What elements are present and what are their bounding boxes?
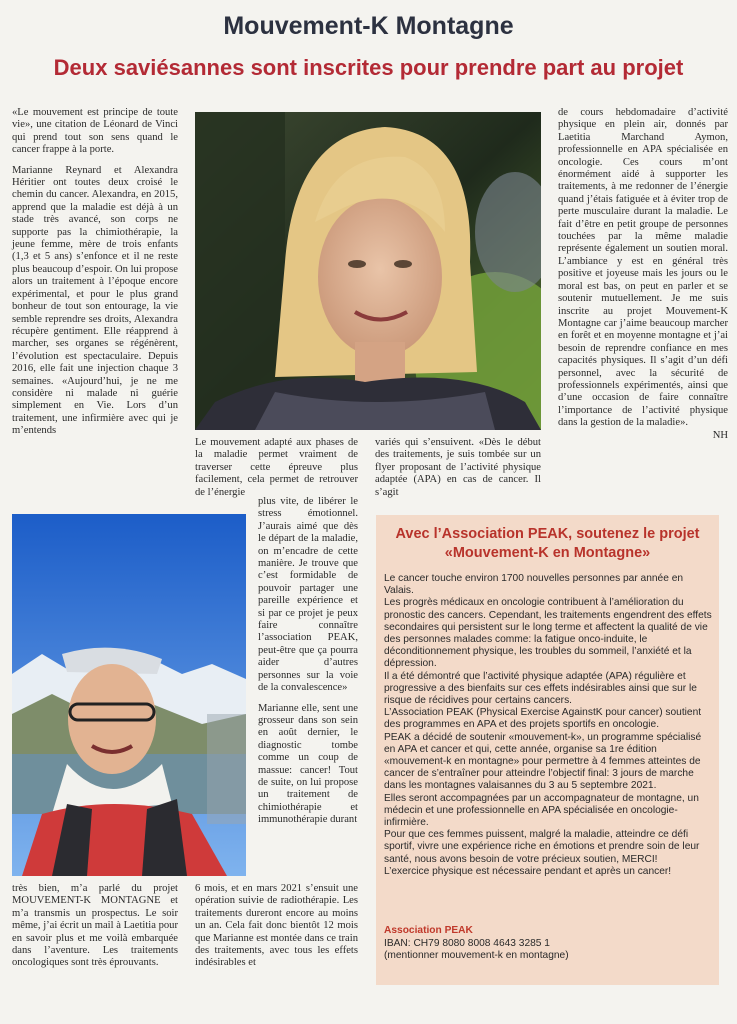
- article-intro: «Le mouvement est principe de toute vie», une citation de Léonard de Vinci qui prend tout son sens quand le cancer frappe à la porte.: [12, 107, 178, 156]
- article-paragraph: plus vite, de libérer le stress émotionnel. J’aurais aimé que dès le départ de la maladie, on m’encadre de cette manière. Je trouve que c’est formidable de pouvoir partager une pareille expérience et si par ce projet je peux faire connaître l’association PEAK, peut-être que ça pourra aider d’autres personnes sur la voie de la convalescence»: [258, 496, 358, 694]
- article-subheadline: Deux saviésannes sont inscrites pour prendre part au projet: [53, 55, 684, 80]
- box-paragraph: Pour que ces femmes puissent, malgré la maladie, atteindre ce défi sportif, vivre une expérience riche en émotions et prendre soin de leur santé, nous avons besoin de votre précieux soutien, MERCI!: [384, 829, 700, 865]
- portrait-photo-marianne: [195, 112, 541, 430]
- article-paragraph: Marianne Reynard et Alexandra Héritier ont toutes deux croisé le chemin du cancer. Alexandra, en 2015, apprend que la maladie est déjà à un stade très avancé, son corps ne supporte pas la chimiothérapie, la jeune femme, mère de trois enfants (1,3 et 5 ans) s’enfonce et il ne reste plus beaucoup d’espoir. On lui propose alors un traitement à l’époque encore expérimental, et pour le plus grand bonheur de tout son entourage, la vie semble reprendre ses droits, Alexandra récupère gentiment. Elle réapprend à marcher, ses organes se régénèrent, l’évolution est spectaculaire. Depuis 2016, elle fait une injection chaque 3 semaines. «Aujourd’hui, je ne me considère ni malade ni guérie simplement en Vie. Lors d’un traitement, une infirmière avec qui je m’entends: [12, 164, 178, 437]
- article-paragraph: variés qui s’ensuivent. «Dès le début des traitements, je suis tombée sur un flyer proposant de l’activité physique adaptée (APA) en cas de cancer. Il s’agit: [375, 437, 541, 498]
- column-middle: [258, 496, 358, 827]
- column-2b: [375, 437, 541, 499]
- article-paragraph: de cours hebdomadaire d’activité physique en plein air, donnés par Laetitia Marchand Aymon, professionnelle en APA spécialisée en oncologie. Ces cours m’ont énormément aidé à supporter les traitements, à me redonner de l’énergie quand j’étais fatiguée et à éviter trop de perte musculaire durant la maladie. Le fait d’être en petit groupe de personnes touchées par la même maladie représente également un soutien moral. L’ambiance y est en général très positive et joyeuse mais les jours ou le moral est bas, on peut en parler et se soutenir mutuellement. Je me suis inscrite au projet Mouvement-K Montagne car j’aime beaucoup marcher en forêt et en moyenne montagne et j’ai besoin de reprendre confiance en mes capacités physiques. Il s’agit d’un défi personnel, avec la sécurité de professionnels expérimentés, ainsi que d’une occasion de faire connaître l’importance de l’activité physique dans la gestion de la maladie».: [558, 107, 728, 429]
- column-2a: [195, 437, 358, 499]
- portrait-photo-alexandra: [12, 514, 246, 876]
- column-1-top: [12, 107, 178, 438]
- box-paragraph: Il a été démontré que l’activité physique adaptée (APA) régulière et progressive a des bienfaits sur ces effets indésirables ainsi que sur le risque de récidives pour certains cancers.: [384, 670, 697, 707]
- box-paragraph: Les progrès médicaux en oncologie contribuent à l’amélioration du pronostic des cancers. Cependant, les traitements engendrent des effets secondaires qui persistent sur le long terme et affectent la qualité de vie des personnes malades comme: la fatigue onco-induite, le déconditionnement physique, les troubles du sommeil, l’anxiété et la dépression.: [384, 597, 712, 670]
- payment-reference: (mentionner mouvement-k en montagne): [384, 950, 569, 962]
- article-paragraph: Marianne elle, sent une grosseur dans son sein en août dernier, le diagnostic tombe comme un coup de massue: cancer! Tout de suite, on lui propose un traitement de chimiothérapie et immunothérapie durant: [258, 702, 358, 826]
- box-title-line-1: Avec l’Association PEAK, soutenez le projet: [395, 526, 700, 542]
- column-1-bottom: [12, 883, 178, 970]
- article-paragraph: très bien, m’a parlé du projet MOUVEMENT-K MONTAGNE et m’a transmis un prospectus. Le soir même, j’ai écrit un mail à Laetitia pour en savoir plus et me voilà embarquée dans l’aventure. Les traitements oncologiques sont très éprouvants.: [12, 883, 178, 969]
- article-paragraph: Le mouvement adapté aux phases de la maladie permet vraiment de traverser cette épreuve plus facilement, cela permet de retrouver de l’énergie: [195, 437, 358, 498]
- association-name: Association PEAK: [384, 925, 473, 936]
- box-paragraph: L’Association PEAK (Physical Exercise AgainstK pour cancer) soutient des programmes en APA et des projets sportifs en oncologie.: [384, 707, 702, 731]
- box-paragraph: Elles seront accompagnées par un accompagnateur de montagne, un médecin et une professionnelle en APA spécialisée en oncologie-infirmière.: [384, 792, 699, 829]
- article-headline: Mouvement-K Montagne: [223, 12, 514, 40]
- column-3: [558, 107, 728, 442]
- column-middle-bottom: [195, 883, 358, 970]
- author-signature: NH: [712, 429, 728, 441]
- box-title-line-2: «Mouvement-K en Montagne»: [444, 545, 651, 561]
- box-paragraph: L’exercice physique est nécessaire pendant et après un cancer!: [384, 865, 672, 877]
- box-body: [384, 573, 714, 878]
- box-footer: [384, 925, 714, 963]
- iban-number: IBAN: CH79 8080 8008 4643 3285 1: [384, 937, 550, 949]
- box-paragraph: Le cancer touche environ 1700 nouvelles personnes par année en Valais.: [384, 573, 684, 597]
- box-title: [376, 525, 719, 563]
- box-paragraph: PEAK a décidé de soutenir «mouvement-k», un programme spécialisé en APA et cancer et qui, cette année, organise sa 1re édition «mouvement-k en montagne» pour permettre à 4 femmes atteintes de cancer de s’entraîner pour atteindre l’objectif final: 3 jours de marche dans les montagnes valaisannes du 3 au 5 septembre 2021.: [384, 731, 702, 792]
- peak-support-box: [376, 515, 719, 985]
- article-paragraph: 6 mois, et en mars 2021 s’ensuit une opération suivie de radiothérapie. Les traitements dureront encore au moins un an. Cela fait donc bientôt 12 mois que Marianne est montée dans ce train des traitements, avec tous les effets indésirables et: [195, 883, 358, 969]
